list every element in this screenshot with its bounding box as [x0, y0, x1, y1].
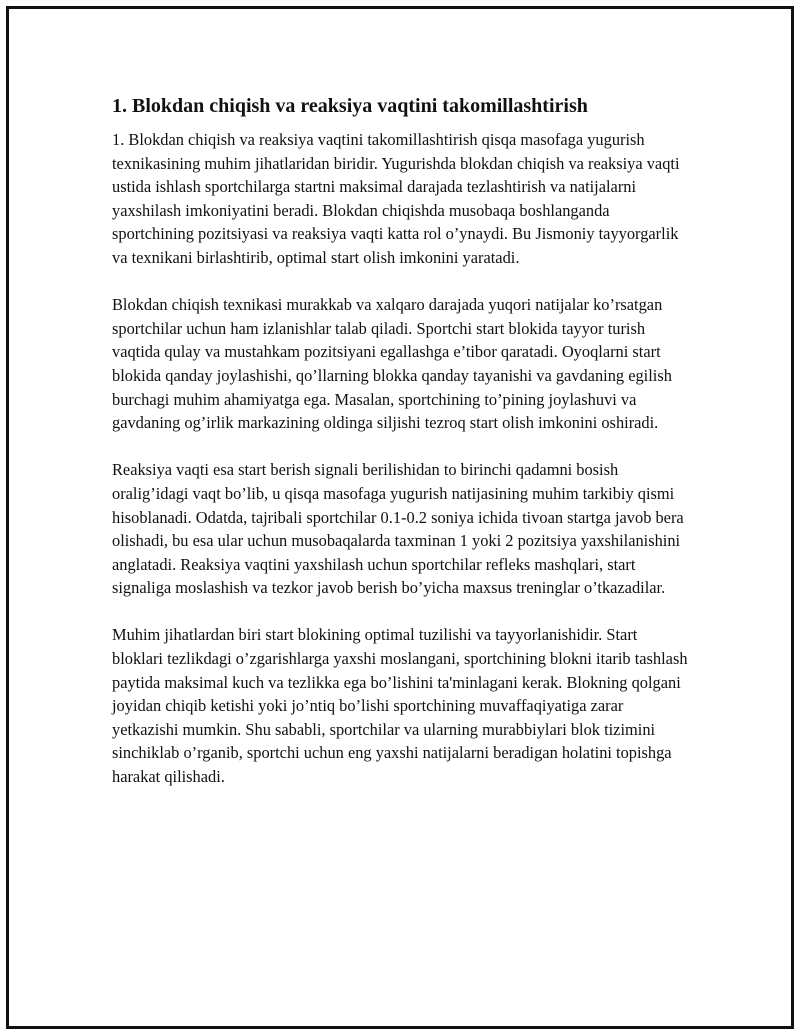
paragraph-4: Muhim jihatlardan biri start blokining optimal tuzilishi va tayyorlanishidir. Start bloklari tezlikdagi o’zgarishlarga yaxshi moslangani, sportchining blokni itarib tashlash paytida maksimal kuch va tezlikka ega bo’lishini ta'minlagani kerak. Blokning qolgani joyidan chiqib ketishi yoki jo’ntiq bo’lishi sportchining muvaffaqiyatiga zarar yetkazishi mumkin. Shu sababli, sportchilar va ularning murabbiylari blok tizimini sinchiklab o’rganib, sportchi uchun eng yaxshi natijalarni beradigan holatini topishga harakat qilishadi. [112, 625, 688, 787]
document-body [112, 92, 688, 812]
paragraph-1: 1. Blokdan chiqish va reaksiya vaqtini takomillashtirish qisqa masofaga yugurish texnikasining muhim jihatlaridan biridir. Yugurishda blokdan chiqish va reaksiya vaqti ustida ishlash sportchilarga startni maksimal darajada tezlashtirish va natijalarni yaxshilash imkoniyatini beradi. Blokdan chiqishda musobaqa boshlanganda sportchining pozitsiyasi va reaksiya vaqti katta rol o’ynaydi. Bu Jismoniy tayyorgarlik va texnikani birlashtirib, optimal start olish imkonini yaratadi. [112, 130, 680, 267]
paragraph-2: Blokdan chiqish texnikasi murakkab va xalqaro darajada yuqori natijalar ko’rsatgan sportchilar uchun ham izlanishlar talab qiladi. Sportchi start blokida tayyor turish vaqtida qulay va mustahkam pozitsiyani egallashga e’tibor qaratadi. Oyoqlarni start blokida qanday joylashishi, qo’llarning blokka qanday tayanishi va gavdaning egilish burchagi muhim ahamiyatga ega. Masalan, sportchining to’pining joylashuvi va gavdaning og’irlik markazining oldinga siljishi tezroq start olish imkonini oshiradi. [112, 295, 672, 433]
paragraph-3: Reaksiya vaqti esa start berish signali berilishidan to birinchi qadamni bosish oralig’idagi vaqt bo’lib, u qisqa masofaga yugurish natijasining muhim tarkibiy qismi hisoblanadi. Odatda, tajribali sportchilar 0.1-0.2 soniya ichida tivoan startga javob bera olishadi, bu esa ular uchun musobaqalarda taxminan 1 yoki 2 pozitsiya yaxshilanishini anglatadi. Reaksiya vaqtini yaxshilash uchun sportchilar refleks mashqlari, start signaliga moslashish va tezkor javob berish bo’yicha maxsus treninglar o’tkazadilar. [112, 460, 684, 598]
section-heading: 1. Blokdan chiqish va reaksiya vaqtini takomillashtirish [112, 95, 588, 117]
